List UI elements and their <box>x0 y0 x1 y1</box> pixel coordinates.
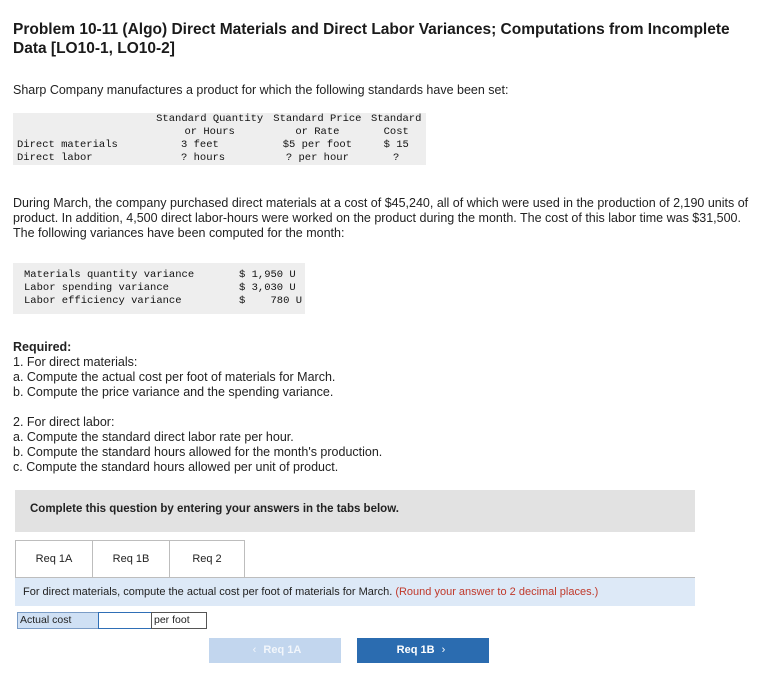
table-row <box>13 269 305 282</box>
chevron-left-icon: ‹ <box>252 644 257 656</box>
problem-title: Problem 10-11 (Algo) Direct Materials and Direct Labor Variances; Computations from Incomplete Data [LO10-1, LO10-2] <box>13 21 730 57</box>
row-quantity: 3 feet <box>151 139 268 152</box>
unit-label: per foot <box>151 612 207 629</box>
tab-req-1a[interactable]: Req 1A <box>15 540 93 578</box>
table-row <box>13 152 426 165</box>
required-part-1b: b. Compute the price variance and the spending variance. <box>13 385 334 399</box>
required-part-2b: b. Compute the standard hours allowed for the month's production. <box>13 445 383 459</box>
required-part-2a: a. Compute the standard direct labor rate per hour. <box>13 430 294 444</box>
problem-paragraph: During March, the company purchased direct materials at a cost of $45,240, all of which were used in the production of 2,190 units of product. In addition, 4,500 direct labor-hours were worked on the product during the month. The cost of this labor time was $31,500. The following variances have been computed for the month: <box>13 196 749 240</box>
row-cost: ? <box>366 152 426 165</box>
variance-amount: $ 780 U <box>239 295 303 307</box>
variance-amount: $ 1,950 U <box>239 269 296 281</box>
header-cost-2: Cost <box>366 126 426 139</box>
header-cost: Standard <box>366 113 426 126</box>
instruction-text: For direct materials, compute the actual cost per foot of materials for March. <box>23 586 393 598</box>
variance-label: Labor spending variance <box>24 282 169 294</box>
header-quantity: Standard Quantity <box>151 113 268 126</box>
variance-label: Labor efficiency variance <box>24 295 182 307</box>
instruction-bar <box>15 578 695 606</box>
row-cost: $ 15 <box>366 139 426 152</box>
required-heading: Required: <box>13 340 72 354</box>
header-price: Standard Price <box>268 113 366 126</box>
header-quantity-2: or Hours <box>151 126 268 139</box>
table-row <box>13 139 426 152</box>
row-label: Direct labor <box>13 152 151 165</box>
variance-label: Materials quantity variance <box>24 269 195 281</box>
row-label: Direct materials <box>13 139 151 152</box>
tab-req-2[interactable]: Req 2 <box>169 540 245 578</box>
next-req-button[interactable] <box>357 638 489 663</box>
intro-text: Sharp Company manufactures a product for which the following standards have been set: <box>13 83 509 97</box>
actual-cost-label: Actual cost <box>17 612 99 629</box>
required-part-1a: a. Compute the actual cost per foot of materials for March. <box>13 370 336 384</box>
instruction-note: (Round your answer to 2 decimal places.) <box>395 586 599 598</box>
actual-cost-input[interactable] <box>98 612 152 629</box>
complete-prompt: Complete this question by entering your answers in the tabs below. <box>30 503 399 515</box>
row-quantity: ? hours <box>151 152 268 165</box>
standards-header-row-2 <box>13 126 426 139</box>
complete-prompt-box <box>15 490 695 532</box>
prev-req-button[interactable] <box>209 638 341 663</box>
required-section <box>13 340 613 475</box>
required-part-2c: c. Compute the standard hours allowed per unit of product. <box>13 460 339 474</box>
table-row <box>13 295 305 308</box>
next-req-label: Req 1B <box>396 644 435 656</box>
chevron-right-icon: › <box>441 644 446 656</box>
prev-req-label: Req 1A <box>263 644 302 656</box>
row-price: $5 per foot <box>268 139 366 152</box>
header-price-2: or Rate <box>268 126 366 139</box>
standards-header-row-1 <box>13 113 426 126</box>
standards-table <box>13 113 426 165</box>
variances-table <box>13 263 305 314</box>
required-part-1: 1. For direct materials: <box>13 355 138 369</box>
row-price: ? per hour <box>268 152 366 165</box>
table-row <box>13 282 305 295</box>
tab-req-1b[interactable]: Req 1B <box>92 540 170 578</box>
required-part-2: 2. For direct labor: <box>13 415 115 429</box>
variance-amount: $ 3,030 U <box>239 282 296 294</box>
